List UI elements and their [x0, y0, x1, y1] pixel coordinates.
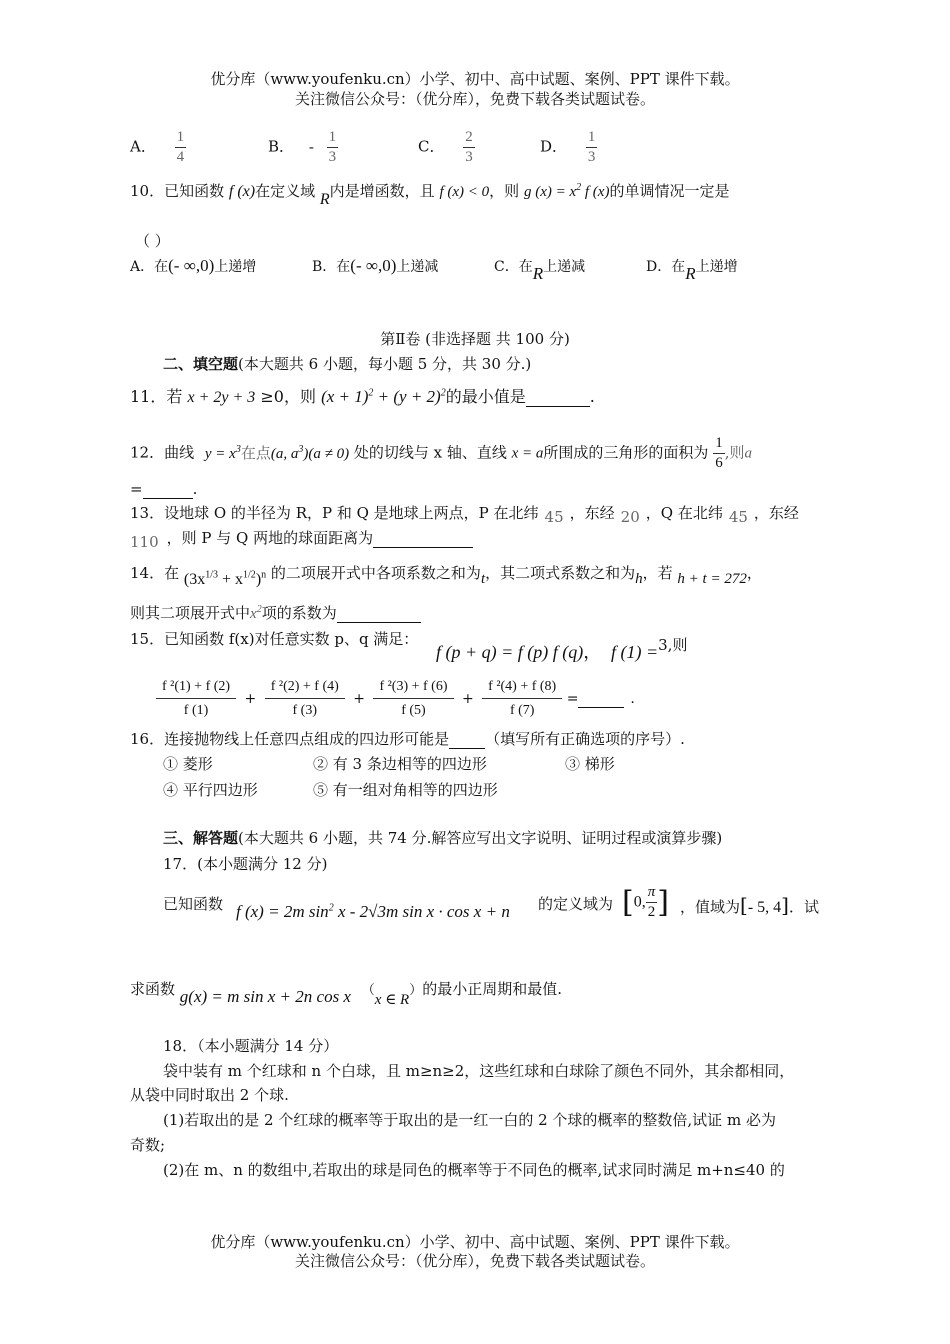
q16-option-4: ④ 平行四边形: [163, 781, 258, 799]
q17-line-1: 已知函数: [163, 895, 224, 913]
q16-stem: 16．连接抛物线上任意四点组成的四边形可能是 （填写所有正确选项的序号）.: [130, 730, 685, 748]
q16-option-2: ② 有 3 条边相等的四边形: [313, 755, 487, 773]
header-line-1: 优分库（www.youfenku.cn）小学、初中、高中试题、案例、PPT 课件下载。: [210, 70, 740, 88]
q17-domain-interval: [0, $\frac{\pi}{2}$ ]: [622, 884, 669, 920]
q10-stem: 10．已知函数 f (x)在定义域 R内是增函数，且 f (x) < 0，则 g $(x) = x^2$ f (x)的单调情况一定是: [130, 182, 730, 208]
q17-function: f (x) = 2m $\sin^2 x - 2√3m$ sin x · cos x + n: [236, 902, 510, 921]
q16-option-5: ⑤ 有一组对角相等的四边形: [313, 781, 498, 799]
q14-line-2: 则其二项展开式中$x^2$项的系数为: [130, 602, 421, 623]
q18-p2: (1)若取出的是 2 个红球的概率等于取出的是一红一白的 2 个球的概率的整数倍,试证 m 必为: [163, 1111, 776, 1129]
section2-heading: 二、填空题(本大题共 6 小题，每小题 5 分，共 30 分.): [163, 355, 532, 373]
footer-line-1: 优分库（www.youfenku.cn）小学、初中、高中试题、案例、PPT 课件下载。: [210, 1233, 740, 1251]
q17-range: ，值域为[- 5, 4]．试: [680, 893, 819, 917]
q11: 11．若 x + 2y + 3 ≥0，则 $(x + 1)^2 + (y + 2)^2$的最小值是 .: [130, 387, 595, 406]
q13-line-2: 110 ，则 P 与 Q 两地的球面距离为: [130, 527, 473, 548]
q15-equation: f (p + q) = f (p) f (q)， f (1) =$^{3,则}$: [436, 636, 688, 663]
q17-line-2: 求函数 g(x) = m sin x + 2n cos x （x ∈ R）的最小正周期和最值.: [130, 980, 563, 1008]
q18-heading: 18．（本小题满分 14 分）: [163, 1037, 339, 1055]
q18-p1: 袋中装有 m 个红球和 n 个白球，且 m≥n≥2，这些红球和白球除了颜色不同外，其余都相同，: [163, 1062, 795, 1080]
q18-p3: (2)在 m、n 的数组中,若取出的球是同色的概率等于不同色的概率,试求同时满足 m+n≤40 的: [163, 1161, 785, 1179]
q15-line-1: 15．已知函数 f(x)对任意实数 p、q 满足：: [130, 630, 419, 648]
q10-paren: （ ）: [135, 232, 170, 250]
q10-option-c: C．在R上递减: [494, 259, 586, 283]
header-line-2: 关注微信公众号：（优分库），免费下载各类试题试卷。: [294, 90, 655, 108]
q16-option-3: ③ 梯形: [565, 755, 615, 773]
q9-option-a: A． $\frac{1}{4}$: [130, 129, 185, 165]
q9-option-d: D． $\frac{1}{3}$: [540, 129, 596, 165]
section3-heading: 三、解答题(本大题共 6 小题，共 74 分.解答应写出文字说明、证明过程或演算步骤): [163, 829, 723, 847]
q17-heading: 17．(本小题满分 12 分): [163, 855, 328, 873]
q14-line-1: 14．在 $(3x^{1/3} + x^{1/2})^n$ 的二项展开式中各项系数之和为t，其二项式系数之和为h，若 h + t = 272，: [130, 564, 762, 588]
q17-domain: 的定义域为: [538, 895, 614, 913]
footer-line-2: 关注微信公众号：（优分库），免费下载各类试题试卷。: [294, 1252, 655, 1270]
q10-option-a: A．在(- ∞,0)上递增: [130, 256, 257, 275]
q13-line-1: 13．设地球 O 的半径为 R，P 和 Q 是地球上两点，P 在北纬 45 ，东经 20 ，Q 在北纬 45 ，东经: [130, 504, 799, 526]
q10-option-d: D．在R上递增: [646, 259, 738, 283]
q10-option-b: B．在(- ∞,0)上递减: [312, 256, 439, 275]
part2-title: 第Ⅱ卷 (非选择题 共 100 分): [380, 330, 570, 348]
q12-answer: = .: [130, 480, 198, 498]
q18-p1b: 从袋中同时取出 2 个球.: [130, 1086, 289, 1104]
q9-option-b: B． - $\frac{1}{3}$: [268, 129, 337, 165]
q9-option-c: C． $\frac{2}{3}$: [418, 129, 473, 165]
q16-option-1: ① 菱形: [163, 755, 213, 773]
q18-p2b: 奇数;: [130, 1136, 166, 1154]
q15-sum: $\frac{\text{f ²(1) + f (2)}}{f (1)}$ + $\frac{\text{f ²(2) + f (4)}}{f (3)}$ + $\frac{\text{f ²(3) + f (6)}}{f (5)}$ + $\frac{\text{f ²(4) + f (8)}}{f (7)}$ = .: [156, 680, 635, 718]
q12: 12．曲线 $y = x^3$在点(a, $a^3)(a \ne 0)$ 处的切线与 x 轴、直线 x = a所围成的三角形的面积为 $\frac{1}{6}$ ,则a: [130, 435, 752, 471]
